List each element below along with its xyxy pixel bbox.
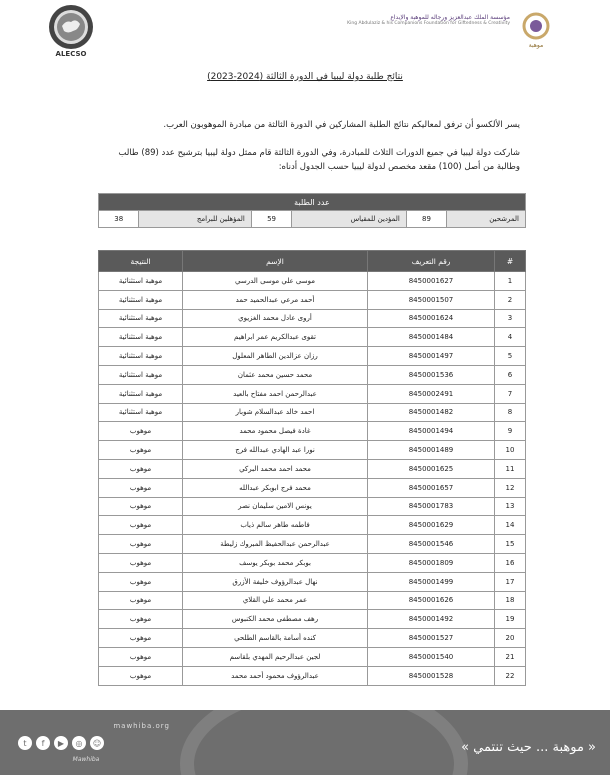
row-id: 8450001494 bbox=[368, 422, 495, 441]
row-id: 8450001627 bbox=[368, 272, 495, 291]
summary-label: المؤهلين للبرامج bbox=[139, 211, 251, 228]
row-name: رهف مصطفى محمد الكنبوس bbox=[183, 610, 368, 629]
row-num: 16 bbox=[495, 553, 526, 572]
table-row bbox=[99, 610, 526, 629]
row-name: نهال عبدالرؤوف خليفة الأزرق bbox=[183, 572, 368, 591]
row-id: 8450001625 bbox=[368, 459, 495, 478]
social-links bbox=[18, 736, 104, 752]
table-row bbox=[99, 666, 526, 685]
org-name-ar: مؤسسة الملك عبدالعزيز ورجاله للموهبة والإبداع bbox=[390, 14, 510, 21]
table-row bbox=[99, 422, 526, 441]
row-name: أحمد مرعي عبدالحميد حمد bbox=[183, 290, 368, 309]
row-num: 13 bbox=[495, 497, 526, 516]
row-num: 21 bbox=[495, 647, 526, 666]
row-name: عبدالرحمن احمد مفتاح بالعيد bbox=[183, 384, 368, 403]
row-num: 11 bbox=[495, 459, 526, 478]
header-id: رقم التعريف bbox=[368, 251, 495, 272]
header-result: النتيجة bbox=[99, 251, 183, 272]
row-result: موهوب bbox=[99, 516, 183, 535]
page-title: نتائج طلبة دولة ليبيا في الدورة الثالثة (2024-2023) bbox=[207, 72, 403, 82]
org-name-en: King Abdulaziz & his Companions Foundation for Giftedness & Creativity bbox=[347, 21, 510, 26]
summary-value: 38 bbox=[99, 211, 139, 228]
youtube-icon[interactable]: ▶ bbox=[54, 736, 68, 750]
row-result: موهوب bbox=[99, 629, 183, 648]
table-row bbox=[99, 328, 526, 347]
footer-brand: Mawhiba bbox=[72, 756, 100, 763]
row-result: موهوب bbox=[99, 535, 183, 554]
twitter-icon[interactable]: t bbox=[18, 736, 32, 750]
row-result: موهبة استثنائية bbox=[99, 272, 183, 291]
summary-label: المؤدين للمقياس bbox=[292, 211, 407, 228]
row-id: 8450001626 bbox=[368, 591, 495, 610]
table-row bbox=[99, 591, 526, 610]
row-result: موهوب bbox=[99, 441, 183, 460]
row-result: موهبة استثنائية bbox=[99, 403, 183, 422]
row-num: 17 bbox=[495, 572, 526, 591]
alecso-logo-label: ALECSO bbox=[55, 50, 87, 58]
row-num: 10 bbox=[495, 441, 526, 460]
row-id: 8450001497 bbox=[368, 347, 495, 366]
row-id: 8450001492 bbox=[368, 610, 495, 629]
row-id: 8450001536 bbox=[368, 365, 495, 384]
table-row bbox=[99, 272, 526, 291]
row-result: موهوب bbox=[99, 647, 183, 666]
summary-label: المرشحين bbox=[447, 211, 526, 228]
table-row bbox=[99, 290, 526, 309]
row-result: موهبة استثنائية bbox=[99, 384, 183, 403]
row-result: موهوب bbox=[99, 497, 183, 516]
instagram-icon[interactable]: ◎ bbox=[72, 736, 86, 750]
row-name: أروى عادل محمد الغزيوي bbox=[183, 309, 368, 328]
row-id: 8450002491 bbox=[368, 384, 495, 403]
table-row bbox=[99, 497, 526, 516]
row-num: 2 bbox=[495, 290, 526, 309]
intro-paragraph: يسر الألكسو أن ترفق لمعاليكم نتائج الطلبة المشاركين في الدورة الثالثة من مبادرة الموهوبون العرب. bbox=[163, 120, 520, 130]
table-row bbox=[99, 535, 526, 554]
row-num: 15 bbox=[495, 535, 526, 554]
results-table bbox=[98, 250, 526, 686]
row-num: 20 bbox=[495, 629, 526, 648]
row-num: 18 bbox=[495, 591, 526, 610]
row-result: موهبة استثنائية bbox=[99, 290, 183, 309]
row-name: محمد فرج ابوبكر عبدالله bbox=[183, 478, 368, 497]
row-num: 1 bbox=[495, 272, 526, 291]
header-num: # bbox=[495, 251, 526, 272]
table-row bbox=[99, 516, 526, 535]
table-row bbox=[99, 403, 526, 422]
header-name: الإسم bbox=[183, 251, 368, 272]
row-result: موهبة استثنائية bbox=[99, 309, 183, 328]
row-name: كنده أسامة بالقاسم الطلحي bbox=[183, 629, 368, 648]
facebook-icon[interactable]: f bbox=[36, 736, 50, 750]
table-row bbox=[99, 309, 526, 328]
row-result: موهوب bbox=[99, 572, 183, 591]
row-result: موهوب bbox=[99, 666, 183, 685]
row-id: 8450001527 bbox=[368, 629, 495, 648]
snapchat-icon[interactable]: ☺ bbox=[90, 736, 104, 750]
row-result: موهوب bbox=[99, 422, 183, 441]
row-name: احمد خالد عبدالسلام شوبار bbox=[183, 403, 368, 422]
table-row bbox=[99, 365, 526, 384]
page-header bbox=[0, 0, 610, 70]
row-name: بوبكر محمد بوبكر يوسف bbox=[183, 553, 368, 572]
table-row bbox=[99, 553, 526, 572]
summary-heading: عدد الطلبة bbox=[99, 194, 526, 211]
row-id: 8450001528 bbox=[368, 666, 495, 685]
footer-url[interactable]: mawhiba.org bbox=[113, 722, 170, 730]
footer-tagline: « موهبة ... حيث تنتمي » bbox=[461, 740, 596, 755]
table-row bbox=[99, 572, 526, 591]
row-id: 8450001629 bbox=[368, 516, 495, 535]
table-row bbox=[99, 647, 526, 666]
org-name bbox=[320, 14, 510, 26]
row-id: 8450001484 bbox=[368, 328, 495, 347]
row-num: 7 bbox=[495, 384, 526, 403]
mawhiba-logo-label: موهبة bbox=[528, 42, 544, 49]
row-name: تقوى عبدالكريم عمر ابراهيم bbox=[183, 328, 368, 347]
row-id: 8450001507 bbox=[368, 290, 495, 309]
row-name: لجين عبدالرحيم المهدي بلقاسم bbox=[183, 647, 368, 666]
row-id: 8450001540 bbox=[368, 647, 495, 666]
row-num: 6 bbox=[495, 365, 526, 384]
row-result: موهبة استثنائية bbox=[99, 365, 183, 384]
row-name: فاطمه طاهر سالم ذياب bbox=[183, 516, 368, 535]
alecso-logo-icon bbox=[48, 4, 94, 50]
row-id: 8450001624 bbox=[368, 309, 495, 328]
row-id: 8450001546 bbox=[368, 535, 495, 554]
table-row bbox=[99, 347, 526, 366]
row-result: موهوب bbox=[99, 459, 183, 478]
row-name: عبدالرحمن عبدالحفيظ المبروك زليطة bbox=[183, 535, 368, 554]
table-row bbox=[99, 384, 526, 403]
row-num: 3 bbox=[495, 309, 526, 328]
row-name: محمد حسين محمد عثمان bbox=[183, 365, 368, 384]
table-row bbox=[99, 459, 526, 478]
row-id: 8450001809 bbox=[368, 553, 495, 572]
summary-table bbox=[98, 193, 526, 228]
row-name: غادة فيصل محمود محمد bbox=[183, 422, 368, 441]
row-result: موهبة استثنائية bbox=[99, 347, 183, 366]
row-result: موهوب bbox=[99, 478, 183, 497]
row-result: موهبة استثنائية bbox=[99, 328, 183, 347]
row-num: 9 bbox=[495, 422, 526, 441]
row-name: عمر محمد علي القلاي bbox=[183, 591, 368, 610]
row-num: 12 bbox=[495, 478, 526, 497]
row-name: عبدالرؤوف محمود أحمد محمد bbox=[183, 666, 368, 685]
row-result: موهوب bbox=[99, 553, 183, 572]
summary-value: 89 bbox=[406, 211, 446, 228]
table-header-row bbox=[99, 251, 526, 272]
row-result: موهوب bbox=[99, 591, 183, 610]
row-num: 8 bbox=[495, 403, 526, 422]
table-row bbox=[99, 478, 526, 497]
table-row bbox=[99, 629, 526, 648]
row-num: 22 bbox=[495, 666, 526, 685]
row-id: 8450001657 bbox=[368, 478, 495, 497]
row-name: نورا عبد الهادي عبدالله فرج bbox=[183, 441, 368, 460]
row-name: يونس الامين سليمان نصر bbox=[183, 497, 368, 516]
row-num: 4 bbox=[495, 328, 526, 347]
page-footer bbox=[0, 710, 610, 775]
table-row bbox=[99, 441, 526, 460]
row-num: 19 bbox=[495, 610, 526, 629]
row-id: 8450001482 bbox=[368, 403, 495, 422]
row-result: موهوب bbox=[99, 610, 183, 629]
summary-value: 59 bbox=[251, 211, 291, 228]
row-id: 8450001499 bbox=[368, 572, 495, 591]
row-id: 8450001783 bbox=[368, 497, 495, 516]
row-num: 14 bbox=[495, 516, 526, 535]
row-name: محمد احمد محمد البركي bbox=[183, 459, 368, 478]
row-name: رزان عزالدين الطاهر المعلول bbox=[183, 347, 368, 366]
participation-paragraph: شاركت دولة ليبيا في جميع الدورات الثلاث للمبادرة، وفي الدورة الثالثة قام ممثل دولة ليبيا بترشيح عدد (89) طالب وطالبة من أصل (100) مقعد مخصص لدولة ليبيا حسب الجدول أدناه: bbox=[118, 148, 520, 172]
row-name: موسى علي موسى الدرسي bbox=[183, 272, 368, 291]
row-num: 5 bbox=[495, 347, 526, 366]
row-id: 8450001489 bbox=[368, 441, 495, 460]
